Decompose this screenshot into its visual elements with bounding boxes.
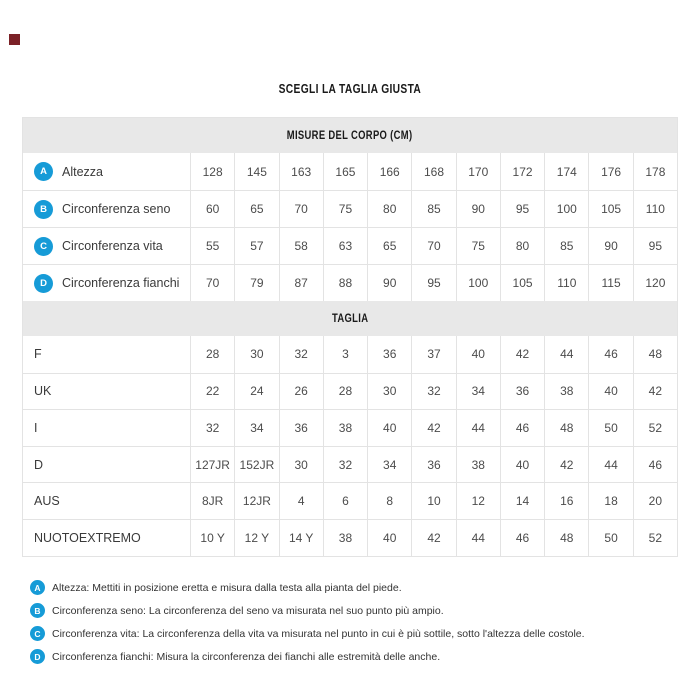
table-cell: 52 — [633, 520, 677, 556]
table-cell: 75 — [456, 228, 500, 264]
table-cell: 38 — [456, 447, 500, 483]
table-cell: 8JR — [190, 483, 234, 519]
table-cell: 32 — [279, 336, 323, 373]
table-cell: 152JR — [234, 447, 278, 483]
table-cell: 46 — [500, 520, 544, 556]
row-label-text: Circonferenza seno — [62, 202, 171, 216]
table-cell: 34 — [367, 447, 411, 483]
table-cell: 20 — [633, 483, 677, 519]
row-label-text: I — [34, 420, 38, 435]
table-cell: 145 — [234, 153, 278, 190]
table-cell: 34 — [234, 410, 278, 446]
table-cell: 90 — [367, 265, 411, 301]
table-row — [23, 227, 677, 264]
table-cell: 32 — [190, 410, 234, 446]
table-cell: 40 — [500, 447, 544, 483]
row-label — [23, 265, 190, 301]
table-cell: 105 — [588, 191, 632, 227]
table-cell: 40 — [367, 410, 411, 446]
table-cell: 127JR — [190, 447, 234, 483]
table-cell: 85 — [544, 228, 588, 264]
table-cell: 10 Y — [190, 520, 234, 556]
table-cell: 105 — [500, 265, 544, 301]
table-cell: 166 — [367, 153, 411, 190]
table-cell: 42 — [411, 520, 455, 556]
table-cell: 44 — [456, 410, 500, 446]
note-text: Circonferenza fianchi: Misura la circonferenza dei fianchi alle estremità delle anche. — [52, 650, 441, 663]
row-label — [23, 520, 190, 556]
table-cell: 12 — [456, 483, 500, 519]
table-cell: 110 — [633, 191, 677, 227]
row-label — [23, 374, 190, 410]
table-cell: 42 — [633, 374, 677, 410]
table-cell: 42 — [411, 410, 455, 446]
table-cell: 90 — [456, 191, 500, 227]
row-label-text: D — [34, 457, 44, 472]
table-cell: 44 — [456, 520, 500, 556]
table-cell: 42 — [544, 447, 588, 483]
table-cell: 58 — [279, 228, 323, 264]
size-header-label: TAGLIA — [331, 312, 369, 325]
table-cell: 63 — [323, 228, 367, 264]
table-cell: 26 — [279, 374, 323, 410]
note-line — [30, 626, 680, 641]
table-cell: 40 — [456, 336, 500, 373]
table-cell: 79 — [234, 265, 278, 301]
table-cell: 172 — [500, 153, 544, 190]
table-cell: 80 — [500, 228, 544, 264]
table-cell: 87 — [279, 265, 323, 301]
table-cell: 14 Y — [279, 520, 323, 556]
body-measures-header — [23, 118, 677, 153]
table-cell: 38 — [323, 520, 367, 556]
table-row — [23, 153, 677, 190]
size-conversion-rows — [23, 336, 677, 556]
body-measures-header-label: MISURE DEL CORPO (CM) — [287, 129, 413, 142]
page-title-wrap — [0, 80, 700, 98]
table-cell: 95 — [633, 228, 677, 264]
table-cell: 14 — [500, 483, 544, 519]
table-row — [23, 190, 677, 227]
table-cell: 168 — [411, 153, 455, 190]
badge-a: A — [30, 580, 45, 595]
table-cell: 75 — [323, 191, 367, 227]
table-cell: 48 — [633, 336, 677, 373]
table-cell: 174 — [544, 153, 588, 190]
row-label-text: F — [34, 347, 42, 362]
table-cell: 8 — [367, 483, 411, 519]
table-cell: 46 — [500, 410, 544, 446]
table-cell: 34 — [456, 374, 500, 410]
table-cell: 120 — [633, 265, 677, 301]
note-line — [30, 649, 680, 664]
badge-a: A — [34, 162, 53, 181]
table-cell: 12JR — [234, 483, 278, 519]
table-cell: 100 — [456, 265, 500, 301]
table-cell: 176 — [588, 153, 632, 190]
table-cell: 80 — [367, 191, 411, 227]
table-cell: 44 — [588, 447, 632, 483]
table-cell: 46 — [588, 336, 632, 373]
table-cell: 32 — [323, 447, 367, 483]
badge-b: B — [34, 200, 53, 219]
table-cell: 57 — [234, 228, 278, 264]
badge-c: C — [34, 237, 53, 256]
table-cell: 65 — [234, 191, 278, 227]
row-label-text: Circonferenza vita — [62, 239, 163, 253]
brand-mark — [9, 34, 20, 45]
table-cell: 48 — [544, 410, 588, 446]
table-cell: 37 — [411, 336, 455, 373]
table-cell: 42 — [500, 336, 544, 373]
table-cell: 30 — [279, 447, 323, 483]
table-cell: 40 — [367, 520, 411, 556]
row-label — [23, 153, 190, 190]
table-cell: 88 — [323, 265, 367, 301]
badge-c: C — [30, 626, 45, 641]
row-label-text: UK — [34, 384, 52, 399]
table-cell: 40 — [588, 374, 632, 410]
body-measure-rows — [23, 153, 677, 301]
table-cell: 22 — [190, 374, 234, 410]
table-cell: 178 — [633, 153, 677, 190]
row-label — [23, 483, 190, 519]
table-cell: 36 — [279, 410, 323, 446]
row-label-text: AUS — [34, 494, 60, 509]
table-cell: 46 — [633, 447, 677, 483]
row-label — [23, 410, 190, 446]
table-cell: 52 — [633, 410, 677, 446]
table-cell: 70 — [279, 191, 323, 227]
table-cell: 44 — [544, 336, 588, 373]
table-cell: 30 — [234, 336, 278, 373]
table-cell: 165 — [323, 153, 367, 190]
table-cell: 24 — [234, 374, 278, 410]
table-cell: 36 — [500, 374, 544, 410]
table-cell: 18 — [588, 483, 632, 519]
note-text: Altezza: Mettiti in posizione eretta e misura dalla testa alla pianta del piede. — [52, 581, 402, 594]
table-cell: 4 — [279, 483, 323, 519]
table-cell: 70 — [190, 265, 234, 301]
table-row — [23, 264, 677, 301]
table-cell: 50 — [588, 520, 632, 556]
row-label — [23, 336, 190, 373]
size-table — [22, 117, 678, 557]
table-cell: 55 — [190, 228, 234, 264]
table-cell: 95 — [500, 191, 544, 227]
size-header — [23, 301, 677, 336]
measurement-notes — [30, 580, 680, 672]
table-cell: 38 — [323, 410, 367, 446]
table-cell: 95 — [411, 265, 455, 301]
row-label — [23, 191, 190, 227]
table-cell: 36 — [367, 336, 411, 373]
table-cell: 115 — [588, 265, 632, 301]
table-cell: 6 — [323, 483, 367, 519]
badge-d: D — [34, 274, 53, 293]
table-cell: 110 — [544, 265, 588, 301]
note-line — [30, 580, 680, 595]
table-row — [23, 446, 677, 483]
badge-b: B — [30, 603, 45, 618]
table-cell: 50 — [588, 410, 632, 446]
table-cell: 170 — [456, 153, 500, 190]
table-row — [23, 409, 677, 446]
row-label-text: Circonferenza fianchi — [62, 276, 180, 290]
table-cell: 30 — [367, 374, 411, 410]
table-cell: 60 — [190, 191, 234, 227]
table-cell: 65 — [367, 228, 411, 264]
table-cell: 28 — [323, 374, 367, 410]
table-cell: 85 — [411, 191, 455, 227]
row-label-text: NUOTOEXTREMO — [34, 530, 141, 545]
table-cell: 16 — [544, 483, 588, 519]
note-text: Circonferenza seno: La circonferenza del seno va misurata nel suo punto più ampio. — [52, 604, 444, 617]
table-row — [23, 482, 677, 519]
table-cell: 163 — [279, 153, 323, 190]
note-line — [30, 603, 680, 618]
note-text: Circonferenza vita: La circonferenza della vita va misurata nel punto in cui è più sottile, sotto l'altezza delle costole. — [52, 627, 585, 640]
table-row — [23, 336, 677, 373]
row-label — [23, 228, 190, 264]
badge-d: D — [30, 649, 45, 664]
table-cell: 38 — [544, 374, 588, 410]
table-cell: 70 — [411, 228, 455, 264]
table-cell: 128 — [190, 153, 234, 190]
row-label — [23, 447, 190, 483]
page-title: SCEGLI LA TAGLIA GIUSTA — [278, 82, 422, 96]
table-cell: 36 — [411, 447, 455, 483]
table-cell: 90 — [588, 228, 632, 264]
table-cell: 48 — [544, 520, 588, 556]
table-row — [23, 373, 677, 410]
row-label-text: Altezza — [62, 164, 103, 179]
table-cell: 3 — [323, 336, 367, 373]
table-cell: 32 — [411, 374, 455, 410]
table-row — [23, 519, 677, 556]
table-cell: 10 — [411, 483, 455, 519]
table-cell: 100 — [544, 191, 588, 227]
table-cell: 12 Y — [234, 520, 278, 556]
table-cell: 28 — [190, 336, 234, 373]
